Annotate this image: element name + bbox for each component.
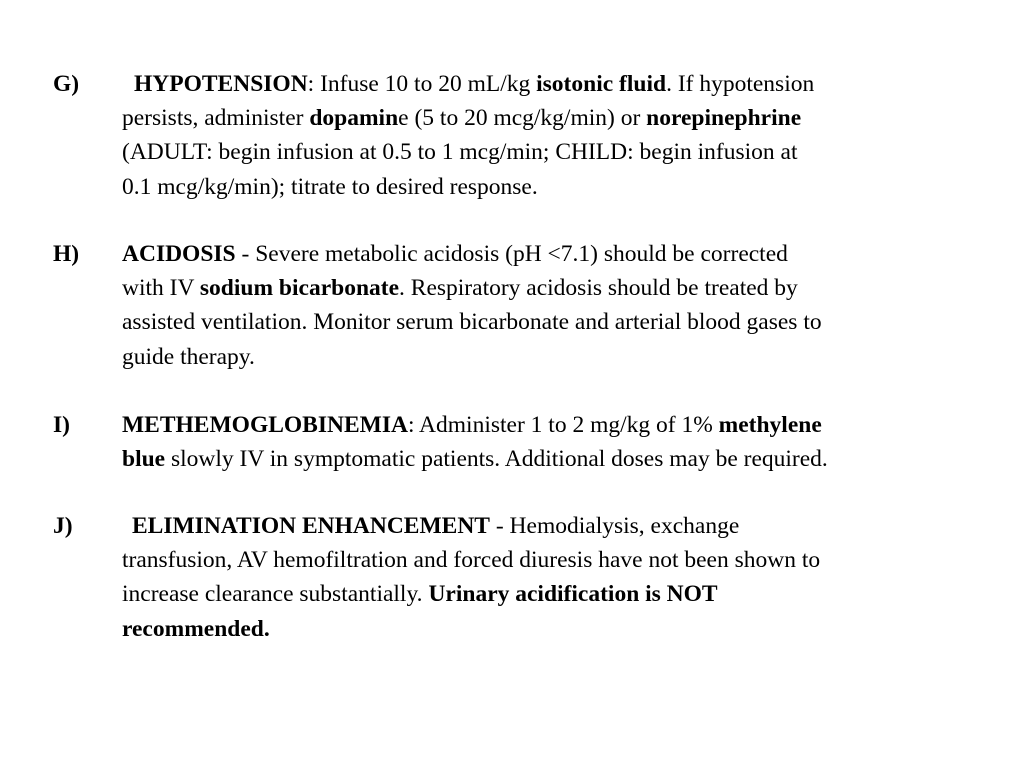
text-line bbox=[122, 101, 1002, 135]
text-run: isotonic fluid bbox=[536, 71, 667, 97]
text-run: Urinary acidification is NOT bbox=[428, 581, 718, 608]
text-line bbox=[122, 612, 1002, 646]
text-run: assisted ventilation. Monitor serum bicarbonate and arterial blood gases to bbox=[122, 309, 822, 336]
text-run: increase clearance substantially. bbox=[122, 581, 429, 608]
text-line bbox=[122, 577, 1002, 611]
item-text bbox=[122, 509, 1002, 646]
text-run: . If hypotension bbox=[666, 71, 815, 97]
item-text bbox=[122, 237, 1002, 374]
text-run: recommended. bbox=[122, 615, 270, 642]
text-run: - Hemodialysis, exchange bbox=[489, 513, 740, 539]
item-text bbox=[122, 408, 1002, 476]
item-marker: H) bbox=[53, 241, 80, 267]
text-line bbox=[122, 305, 1002, 339]
item-marker: J) bbox=[53, 513, 73, 539]
text-run: - Severe metabolic acidosis (pH <7.1) should be corrected bbox=[235, 241, 788, 267]
text-line bbox=[122, 271, 1002, 305]
text-line bbox=[122, 340, 1002, 374]
text-run: . Respiratory acidosis should be treated by bbox=[399, 275, 798, 302]
text-line bbox=[122, 237, 1002, 271]
text-run: blue bbox=[122, 446, 166, 473]
text-line bbox=[122, 442, 1002, 476]
text-run: persists, administer bbox=[122, 105, 310, 132]
text-run: transfusion, AV hemofiltration and forced diuresis have not been shown to bbox=[122, 547, 821, 574]
text-run: 0.1 mcg/kg/min); titrate to desired response. bbox=[122, 173, 538, 200]
text-run: HYPOTENSION bbox=[134, 71, 308, 97]
text-run: (ADULT: begin infusion at 0.5 to 1 mcg/min; CHILD: begin infusion at bbox=[122, 139, 798, 166]
text-line bbox=[122, 170, 1002, 204]
text-run: ELIMINATION ENHANCEMENT bbox=[132, 513, 490, 539]
text-line bbox=[122, 543, 1002, 577]
text-run: e (5 to 20 mcg/kg/min) or bbox=[398, 105, 647, 132]
text-run: slowly IV in symptomatic patients. Additional doses may be required. bbox=[165, 446, 828, 473]
item-marker: G) bbox=[53, 71, 80, 97]
item-marker: I) bbox=[53, 412, 70, 438]
text-line bbox=[134, 67, 1002, 101]
text-run: with IV bbox=[122, 275, 200, 302]
text-line bbox=[132, 509, 1002, 543]
text-run: sodium bicarbonate bbox=[199, 275, 400, 302]
text-run: dopamin bbox=[309, 105, 399, 132]
text-run: guide therapy. bbox=[122, 343, 255, 370]
text-run: methylene bbox=[718, 412, 822, 438]
text-line bbox=[122, 135, 1002, 169]
text-run: norepinephrine bbox=[646, 105, 802, 132]
text-run: ACIDOSIS bbox=[122, 241, 236, 267]
text-run: METHEMOGLOBINEMIA bbox=[122, 412, 408, 438]
text-line bbox=[122, 408, 1002, 442]
text-run: : Infuse 10 to 20 mL/kg bbox=[307, 71, 537, 97]
item-text bbox=[122, 67, 1002, 204]
text-run: : Administer 1 to 2 mg/kg of 1% bbox=[407, 412, 719, 438]
